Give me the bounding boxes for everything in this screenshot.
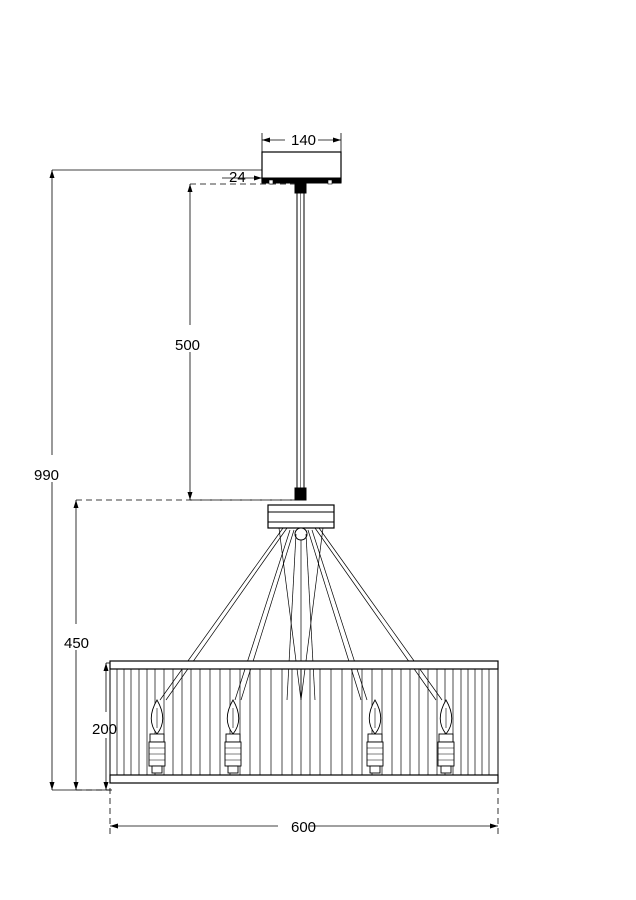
dimension-label-overall-width: 600	[291, 819, 317, 836]
lamp-2	[225, 700, 241, 773]
dimension-label-overall-height: 990	[34, 467, 60, 484]
dim-rod-length	[190, 184, 296, 500]
lamp-4	[438, 700, 454, 773]
lamp-1	[149, 700, 165, 773]
dimension-label-canopy-height: 24	[229, 169, 246, 186]
dim-fixture-drop	[76, 500, 296, 790]
lamp-3	[367, 700, 383, 773]
dimension-label-canopy-width: 140	[291, 132, 317, 149]
fixture-geometry	[110, 152, 498, 783]
dimension-label-fixture-drop: 450	[64, 635, 90, 652]
dimension-label-shade-height: 200	[92, 721, 118, 738]
suspension-rod	[295, 183, 306, 500]
dimension-label-rod-length: 500	[175, 337, 201, 354]
ceiling-canopy	[262, 152, 341, 184]
